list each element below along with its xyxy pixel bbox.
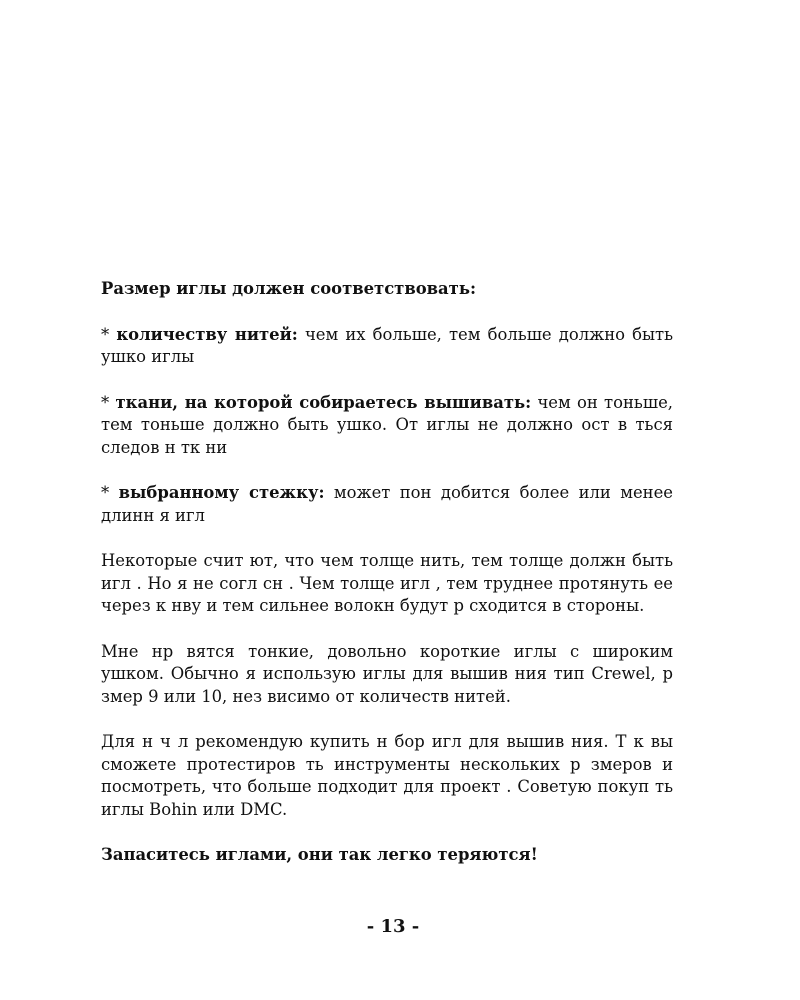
bullet-stitch [101, 482, 673, 527]
bullet-term: ткани, на которой собираетесь вышивать: [115, 392, 532, 412]
bullet-term: количеству нитей: [116, 324, 298, 344]
body-paragraph: Для н ч л рекомендую купить н бор игл для вышив ния. Т к вы сможете протестиров ть инструменты нескольких р змеров и посмотреть, что больше подходит для проект . Советую покуп ть иглы Bohin или DMC. [101, 732, 673, 819]
body-paragraph: Некоторые счит ют, что чем толще нить, тем толще должн быть игл . Но я не согл сн . Чем толще игл , тем труднее протянуть ее через к нву и тем сильнее волокн будут р сходится в стороны. [101, 551, 673, 615]
bullet-fabric [101, 392, 673, 460]
body-paragraph: Мне нр вятся тонкие, довольно короткие иглы с широким ушком. Обычно я использую иглы для вышив ния тип Crewel, р змер 9 или 10, нез висимо от количеств нитей. [101, 641, 673, 706]
bullet-text: чем их больше, тем больше должно быть ушко иглы [101, 324, 674, 366]
page-number: - 13 - [366, 916, 420, 937]
bullet-term: выбранному стежку: [118, 483, 325, 502]
bullet-marker: * [101, 392, 116, 412]
closing-line: Запаситесь иглами, они так легко теряются! [101, 845, 538, 864]
bullet-threads [101, 324, 673, 369]
bullet-marker: * [101, 483, 119, 502]
bullet-marker: * [101, 324, 117, 344]
bullet-text: может пон добится более или менее длинн я игл [101, 483, 673, 525]
section-heading: Размер иглы должен соответствовать: [101, 279, 476, 298]
bullet-text: чем он тоньше, тем тоньше должно быть ушко. От иглы не должно ост в ться следов н тк ни [101, 392, 673, 457]
page-body [101, 278, 673, 890]
